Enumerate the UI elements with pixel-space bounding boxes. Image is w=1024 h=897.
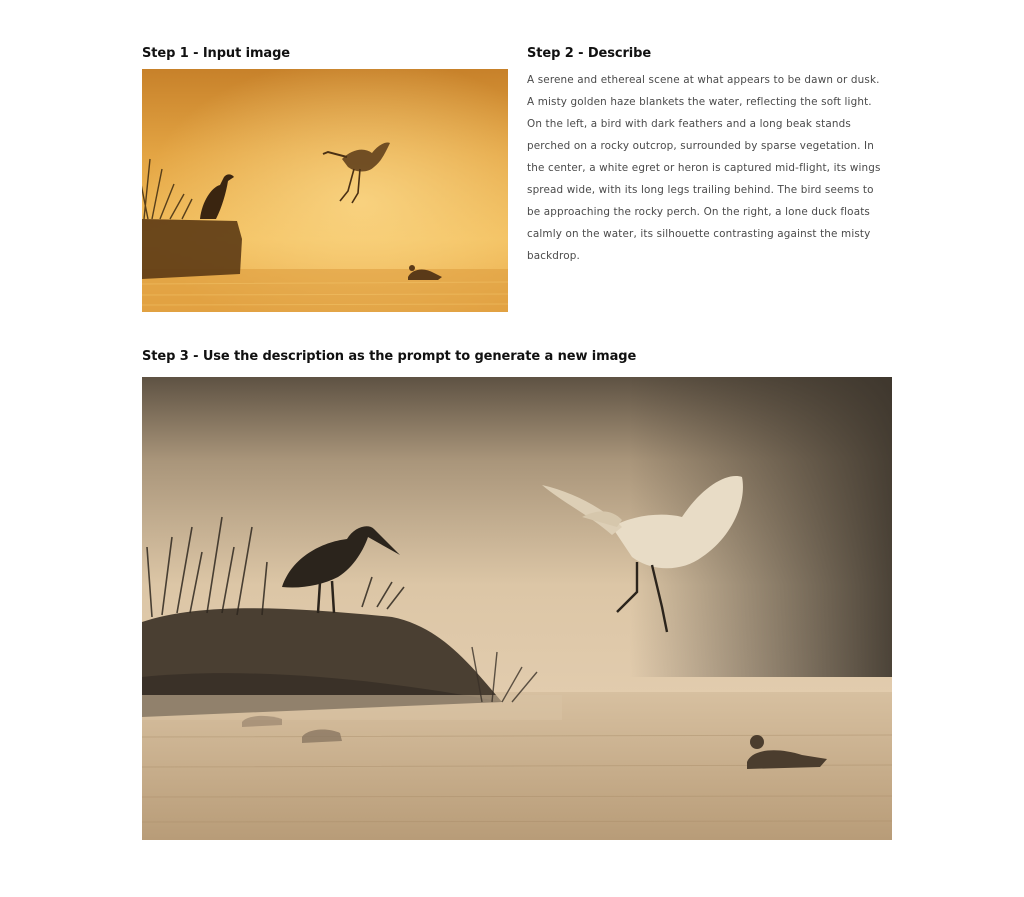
input-image — [142, 69, 508, 312]
generated-image-illustration — [142, 377, 892, 840]
step3-heading: Step 3 - Use the description as the prompt to generate a new image — [142, 349, 637, 364]
step2-heading: Step 2 - Describe — [527, 46, 652, 61]
generated-image — [142, 377, 892, 840]
step1-heading: Step 1 - Input image — [142, 46, 291, 61]
step2-description: A serene and ethereal scene at what appears to be dawn or dusk. A misty golden haze blankets the water, reflecting the soft light. On the left, a bird with dark feathers and a long beak stands perched on a rocky outcrop, surrounded by sparse vegetation. In the center, a white egret or heron is captured mid-flight, its wings spread wide, with its long legs trailing behind. The bird seems to be approaching the rocky perch. On the right, a lone duck floats calmly on the water, its silhouette contrasting against the misty backdrop. — [527, 74, 881, 262]
input-image-illustration — [142, 69, 508, 312]
